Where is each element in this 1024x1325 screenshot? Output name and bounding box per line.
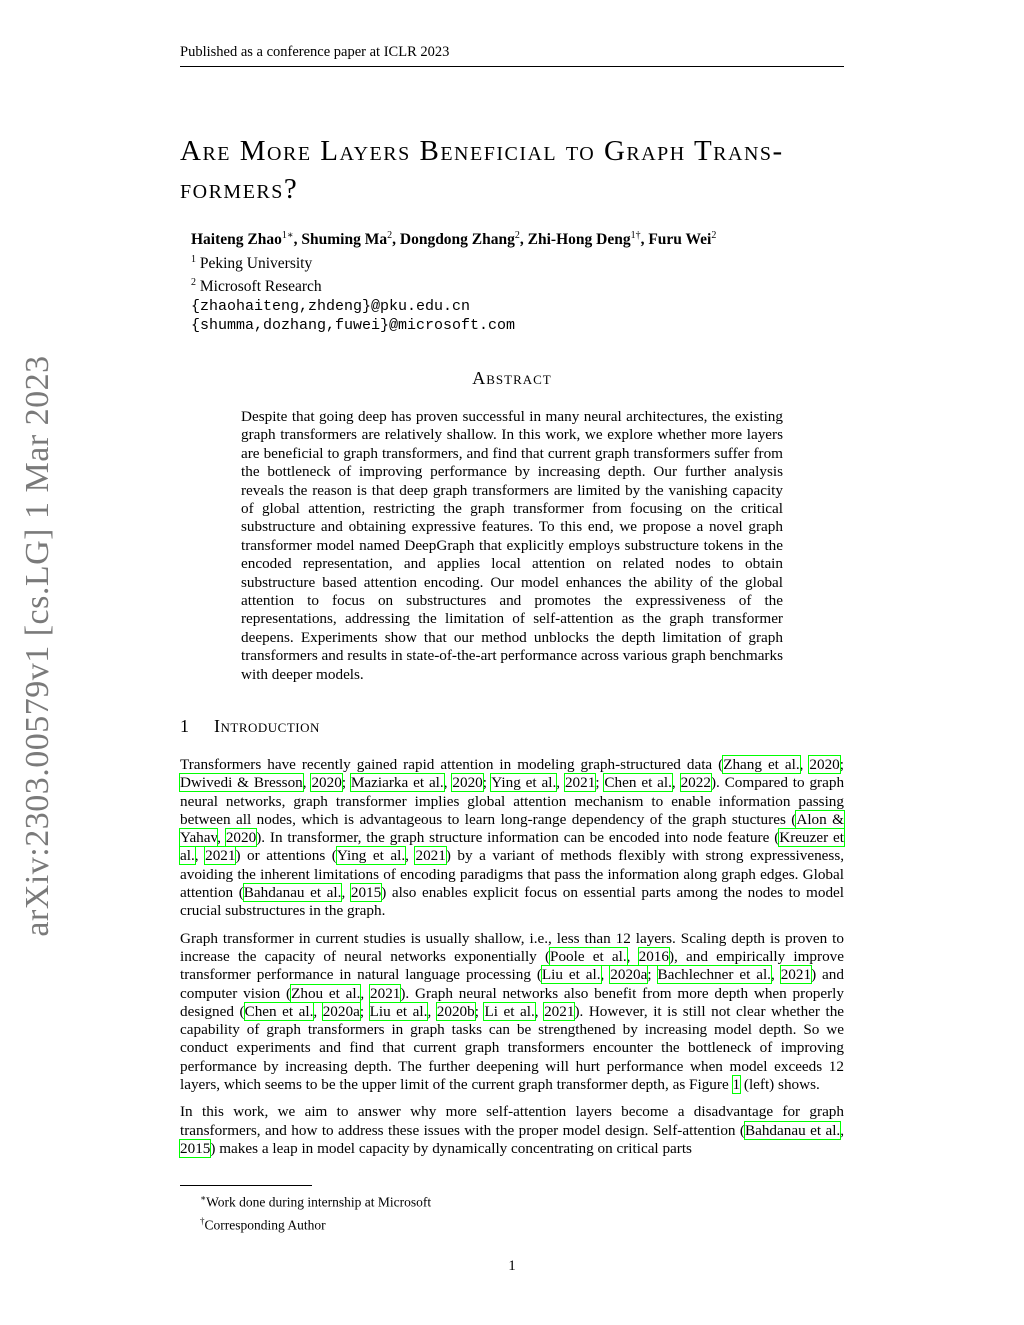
author-name: Furu Wei <box>648 231 712 249</box>
author-block <box>191 226 831 336</box>
citation-link[interactable]: Liu et al. <box>369 1002 428 1020</box>
arxiv-sidebar-stamp <box>12 355 64 937</box>
author-affiliation-mark: 2 <box>514 230 520 241</box>
paragraph: Transformers have recently gained rapid attention in modeling graph-structured data (Zhang et al., 2020; Dwivedi & Bresson, 2020; Maziarka et al., 2020; Ying et al., 2021; Chen et al., 2022). Compared to graph neural networks, graph transformer implies global attention mechanism to enable information passing between all nodes, which is advantageous to learn long-range dependency of the graph stuctures (Alon & Yahav, 2020). In transformer, the graph structure information can be encoded into node feature (Kreuzer et al., 2021) or attentions (Ying et al., 2021) by a variant of methods flexibly with strong expressiveness, avoiding the inherent limitations of encoding paradigms that pass the information along graph edges. Global attention (Bahdanau et al., 2015) also enables explicit focus on essential parts among the nodes to model crucial substructures in the graph. <box>180 756 845 920</box>
citation-link[interactable]: Dwivedi & Bresson <box>180 774 303 792</box>
title-line-2: formers? <box>180 173 299 205</box>
citation-link[interactable]: 2020 <box>452 774 483 792</box>
citation-link[interactable]: 2015 <box>350 884 382 902</box>
author-name: Dongdong Zhang <box>399 231 515 249</box>
citation-link[interactable]: 2021 <box>415 847 446 865</box>
author-name: Shuming Ma <box>301 231 388 249</box>
author-affiliation-mark: 2 <box>711 230 717 241</box>
citation-link[interactable]: Chen et al. <box>244 1002 314 1020</box>
citation-link[interactable]: 2021 <box>780 966 812 984</box>
section-number: 1 <box>180 716 189 736</box>
citation-link[interactable]: Zhou et al. <box>291 984 361 1002</box>
section-heading <box>180 716 320 737</box>
citation-link[interactable]: 1 <box>732 1076 741 1094</box>
citation-link[interactable]: Liu et al. <box>541 966 601 984</box>
citation-link[interactable]: Zhang et al. <box>723 756 800 773</box>
author-name: Haiteng Zhao <box>191 231 282 249</box>
citation-link[interactable]: Ying et al. <box>336 847 406 865</box>
email-2[interactable]: {shumma,dozhang,fuwei}@microsoft.com <box>191 317 516 335</box>
affiliation-2: $^2$ Microsoft Research <box>191 277 322 296</box>
arxiv-id: arXiv:2303.00579v1 [cs.LG] 1 Mar 2023 <box>19 355 56 937</box>
citation-link[interactable]: 2020a <box>610 966 648 984</box>
paper-title <box>180 132 860 208</box>
section-title: Introduction <box>214 716 320 736</box>
citation-link[interactable]: Li et al. <box>484 1002 535 1020</box>
citation-link[interactable]: Chen et al. <box>604 774 672 792</box>
footnote-1: ∗Work done during internship at Microsoft <box>200 1193 432 1210</box>
citation-link[interactable]: 2021 <box>544 1002 575 1020</box>
author-affiliation-mark: 1† <box>630 230 641 241</box>
citation-link[interactable]: Poole et al. <box>550 947 627 965</box>
paragraph: In this work, we aim to answer why more self-attention layers become a disadvantage for graph transformers, and how to address these issues with the proper model design. Self-attention (Bahdanau et al., 2015) makes a leap in model capacity by dynamically concentrating on critical parts <box>180 1103 845 1157</box>
footnote-rule <box>180 1185 312 1186</box>
title-line-1: Are More Layers Beneficial to Graph Trans- <box>180 135 784 167</box>
citation-link[interactable]: Maziarka et al. <box>350 774 444 792</box>
author-affiliation-mark: 2 <box>387 230 393 241</box>
author-name: Zhi-Hong Deng <box>527 231 631 249</box>
paragraph: Graph transformer in current studies is usually shallow, i.e., less than 12 layers. Scaling depth is proven to increase the capacity of neural networks exponentially (Poole et al., 2016), and empirically improve transformer performance in natural language processing (Liu et al., 2020a; Bachlechner et al., 2021) and computer vision (Zhou et al., 2021). Graph neural networks also benefit from more depth when properly designed (Chen et al., 2020a; Liu et al., 2020b; Li et al., 2021). However, it is still not clear whether the capability of graph transformers in graph tasks can be strengthened by increasing model depth. So we conduct experiments and find that current graph transformers encounter the bottleneck of improving performance by increasing depth. The further deepening will hurt performance when model exceeds 12 layers, which seems to be the upper limit of the current graph transformer depth, as Figure 1 (left) shows. <box>180 929 845 1094</box>
citation-link[interactable]: 2022 <box>680 774 711 792</box>
citation-link[interactable]: Bahdanau et al. <box>243 884 342 902</box>
citation-link[interactable]: 2015 <box>180 1139 211 1157</box>
footnote-2: †Corresponding Author <box>200 1215 326 1232</box>
running-header: Published as a conference paper at ICLR 2023 <box>180 44 844 67</box>
citation-link[interactable]: 2016 <box>638 947 669 965</box>
citation-link[interactable]: 2020 <box>809 756 840 773</box>
citation-link[interactable]: Alon & Yahav <box>180 810 844 847</box>
citation-link[interactable]: 2020 <box>225 829 257 847</box>
body-text <box>180 756 844 1167</box>
email-1[interactable]: {zhaohaiteng,zhdeng}@pku.edu.cn <box>191 297 471 315</box>
citation-link[interactable]: Kreuzer et al. <box>180 829 845 865</box>
abstract-text: Despite that going deep has proven successful in many neural architectures, the existing graph transformers are relatively shallow. In this work, we explore whether more layers are beneficial to graph transformers, and find that current graph transformers suffer from the bottleneck of improving performance by increasing depth. Our further analysis reveals the reason is that deep graph transformers are limited by the vanishing capacity of global attention, restricting the graph transformer from focusing on the critical substructure and obtaining expressive features. To this end, we propose a novel graph transformer model named DeepGraph that explicitly employs substructure tokens in the encoded representation, and applies local attention on related nodes to obtain substructure based attention encoding. Our model enhances the ability of the global attention to focus on substructures and promotes the expressiveness of the representations, addressing the limitation of self-attention as the graph transformer deepens. Experiments show that our method unblocks the depth limitation of graph transformers and results in state-of-the-art performance across various graph benchmarks with deeper models. <box>241 408 783 683</box>
abstract-heading: Abstract <box>472 368 552 388</box>
footnotes <box>200 1189 431 1234</box>
citation-link[interactable]: Bahdanau et al. <box>744 1121 841 1139</box>
page-number: 1 <box>508 1258 516 1274</box>
affiliation-1: $^1$ Peking University <box>191 253 313 272</box>
citation-link[interactable]: 2021 <box>564 774 596 792</box>
citation-link[interactable]: 2020 <box>311 774 342 792</box>
citation-link[interactable]: Bachlechner et al. <box>657 966 771 984</box>
author-list: Haiteng Zhao$^{1∗}$, Shuming Ma$^2$, Dongdong Zhang$^2$, Zhi-Hong Deng$^{1\dagger}$, Furu Wei$^2$ <box>191 230 717 249</box>
citation-link[interactable]: 2021 <box>370 984 401 1002</box>
citation-link[interactable]: Ying et al. <box>491 774 557 792</box>
citation-link[interactable]: 2021 <box>205 847 236 865</box>
citation-link[interactable]: 2020b <box>436 1002 475 1020</box>
author-affiliation-mark: 1∗ <box>281 230 294 241</box>
citation-link[interactable]: 2020a <box>322 1002 360 1020</box>
